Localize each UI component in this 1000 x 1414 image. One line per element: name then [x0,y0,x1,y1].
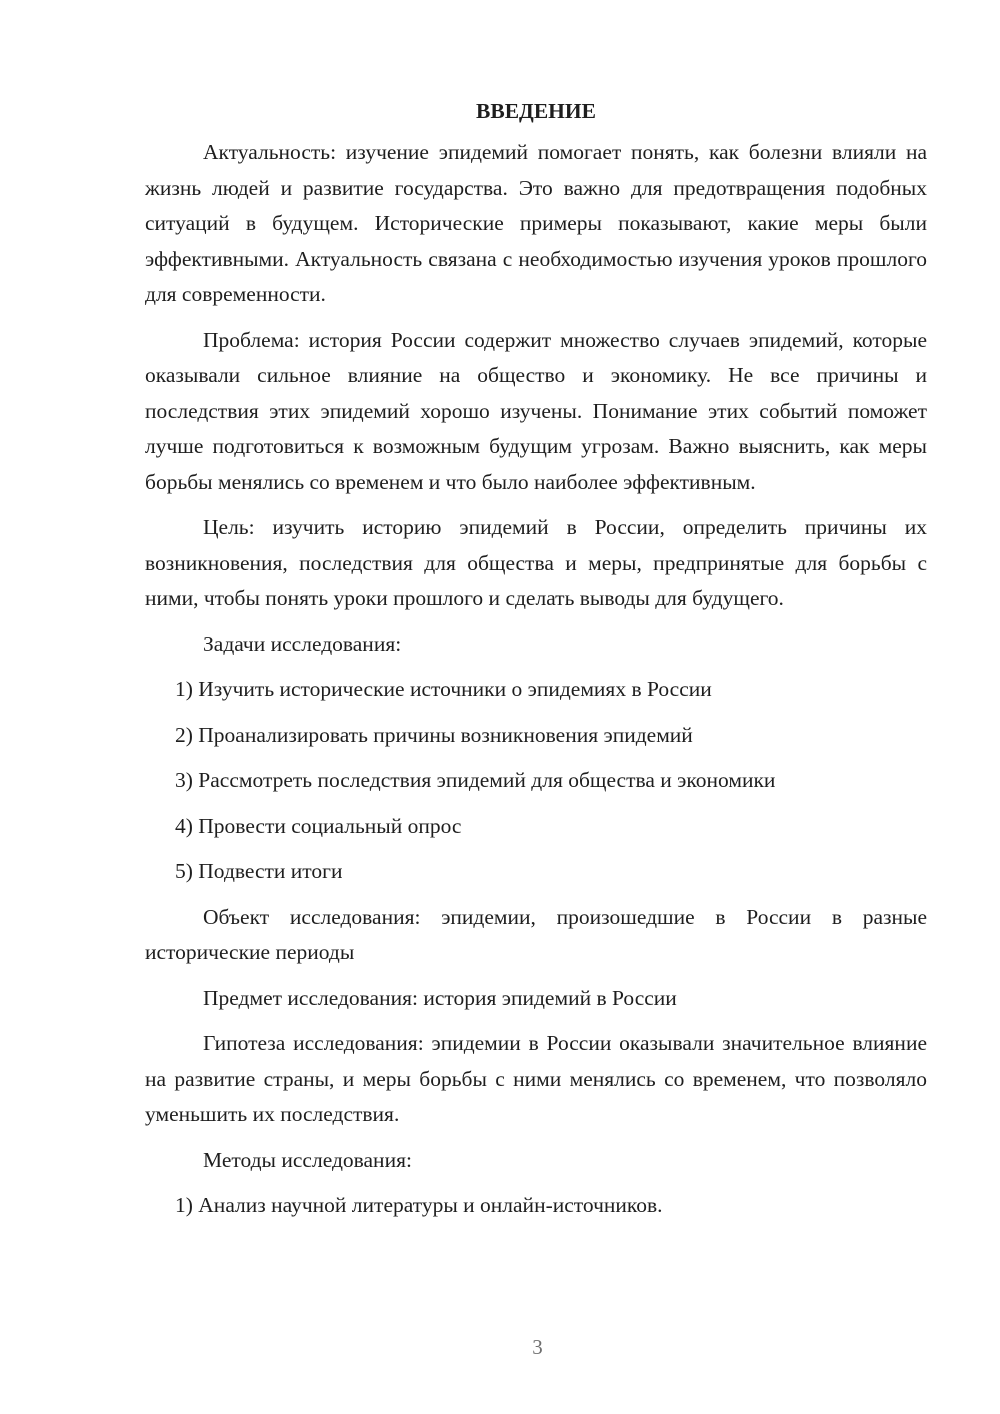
tasks-list [145,672,927,890]
task-item: 5) Подвести итоги [175,859,343,883]
task-item: 3) Рассмотреть последствия эпидемий для общества и экономики [175,768,776,792]
object-paragraph: Объект исследования: эпидемии, произошедшие в России в разные исторические периоды [145,904,927,964]
task-item: 4) Провести социальный опрос [175,813,462,838]
problem-paragraph: Проблема: история России содержит множество случаев эпидемий, которые оказывали сильное влияние на общество и экономику. Не все причины и последствия этих эпидемий хорошо изучены. Понимание этих событий поможет лучше подготовиться к возможным будущим угрозам. Важно выяснить, как меры борьбы менялись со временем и что было наиболее эффективным. [145,327,927,494]
subject-paragraph: Предмет исследования: история эпидемий в России [203,985,677,1010]
task-item: 1) Изучить исторические источники о эпидемиях в России [175,677,712,701]
hypothesis-paragraph: Гипотеза исследования: эпидемии в России оказывали значительное влияние на развитие страны, и меры борьбы с ними менялись со временем, что позволяло уменьшить их последствия. [145,1031,927,1126]
methods-list [145,1188,927,1224]
relevance-paragraph: Актуальность: изучение эпидемий помогает понять, как болезни влияли на жизнь людей и развитие государства. Это важно для предотвращения подобных ситуаций в будущем. Исторические примеры показывают, какие меры были эффективными. Актуальность связана с необходимостью изучения уроков прошлого для современности. [145,140,927,306]
document-page [145,97,927,1234]
page-number: 3 [532,1335,543,1359]
goal-paragraph: Цель: изучить историю эпидемий в России, определить причины их возникновения, последствия для общества и меры, предпринятые для борьбы с ними, чтобы понять уроки прошлого и сделать выводы для будущего. [145,515,927,610]
methods-heading: Методы исследования: [203,1147,412,1172]
section-title: ВВЕДЕНИЕ [476,99,596,123]
task-item: 2) Проанализировать причины возникновения эпидемий [175,722,693,747]
tasks-heading: Задачи исследования: [203,631,402,656]
method-item: 1) Анализ научной литературы и онлайн-источников. [175,1193,663,1217]
